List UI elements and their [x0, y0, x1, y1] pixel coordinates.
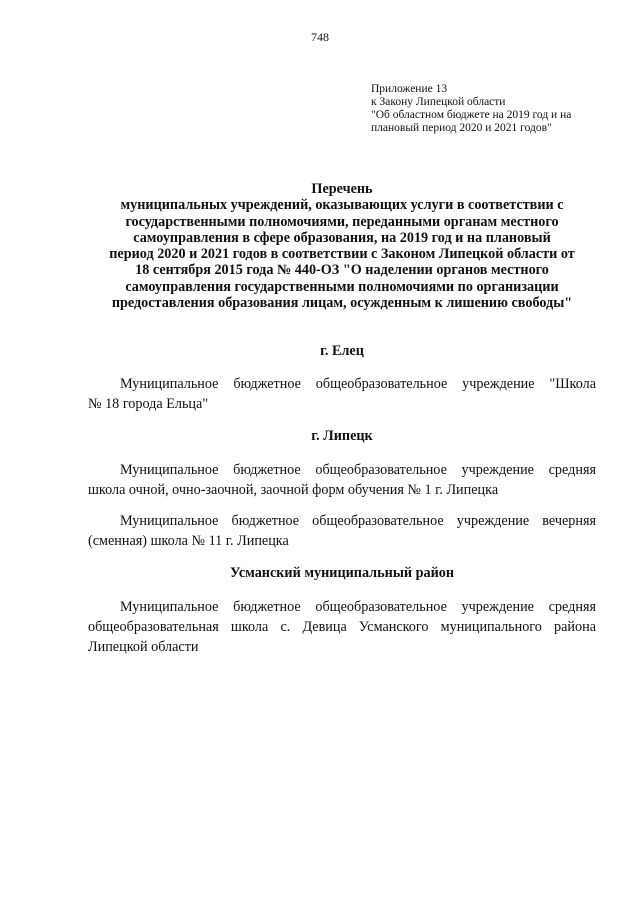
- title-line: государственными полномочиями, переданными органам местного: [125, 213, 559, 230]
- entry-line: № 18 города Ельца": [88, 396, 209, 412]
- title-line: предоставления образования лицам, осужденным к лишению свободы": [111, 295, 573, 312]
- section-heading-elets: г. Елец: [320, 343, 364, 359]
- title-line: Перечень: [311, 181, 373, 197]
- appendix-line: Приложение 13: [371, 83, 448, 95]
- entry-line: общеобразовательная школа с. Девица Усманского муниципального района: [88, 619, 596, 635]
- appendix-line: плановый период 2020 и 2021 годов": [371, 122, 552, 134]
- entry-line: школа очной, очно-заочной, заочной форм обучения № 1 г. Липецка: [88, 482, 499, 498]
- appendix-line: "Об областном бюджете на 2019 год и на: [371, 109, 572, 121]
- institution-entry: [88, 511, 596, 551]
- page-number: 748: [311, 30, 329, 44]
- section-heading-usman-district: Усманский муниципальный район: [229, 565, 455, 581]
- entry-line: Липецкой области: [88, 639, 199, 655]
- title-line: период 2020 и 2021 годов в соответствии с Законом Липецкой области от: [109, 246, 575, 263]
- appendix-note: [371, 83, 621, 135]
- document-title: [88, 181, 596, 311]
- entry-line: Муниципальное бюджетное общеобразовательное учреждение вечерняя: [120, 513, 596, 529]
- title-line: муниципальных учреждений, оказывающих услуги в соответствии с: [120, 197, 564, 214]
- entry-line: Муниципальное бюджетное общеобразовательное учреждение средняя: [120, 462, 596, 478]
- institution-entry: [88, 460, 596, 500]
- institution-entry: [88, 374, 596, 414]
- appendix-line: к Закону Липецкой области: [371, 96, 506, 108]
- title-line: самоуправления в сфере образования, на 2019 год и на плановый: [133, 229, 551, 246]
- entry-line: (сменная) школа № 11 г. Липецка: [88, 533, 289, 549]
- entry-line: Муниципальное бюджетное общеобразовательное учреждение "Школа: [120, 376, 596, 392]
- institution-entry: [88, 597, 596, 657]
- title-line: самоуправления государственными полномочиями по организации: [125, 278, 559, 295]
- section-heading-lipetsk: г. Липецк: [311, 428, 373, 444]
- title-line: 18 сентября 2015 года № 440-ОЗ "О наделении органов местного: [135, 262, 549, 279]
- entry-line: Муниципальное бюджетное общеобразовательное учреждение средняя: [120, 599, 596, 615]
